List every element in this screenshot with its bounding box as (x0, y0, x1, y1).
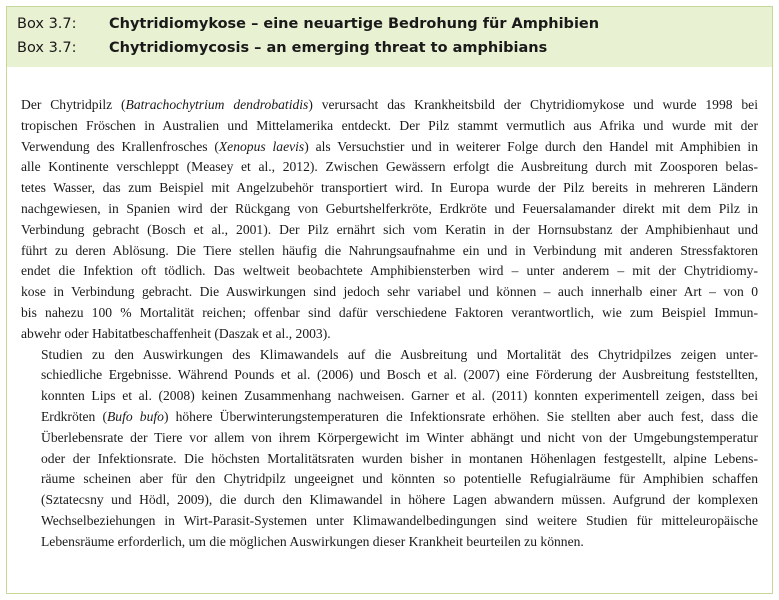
text-run: führt zu deren Ablösung. Die Tiere stellen häufig die Nahrungsaufnahme ein und in Verbindung mit anderen Stressfaktoren (21, 242, 758, 258)
text-run: Wechselbeziehungen in Wirt-Parasit-Systemen unter Klimawandelbedingungen sind weitere Studien für mitteleuropäische (41, 512, 758, 528)
text-run: schiedliche Ergebnisse. Während Pounds et al. (2006) und Bosch et al. (2007) eine Förderung der Ausbreitung feststellten, (41, 367, 758, 383)
text-run: räume scheinen aber für den Chytridpilz ungeeignet und könnten so potentielle Refugialräume für Amphibien schaffen (41, 471, 758, 487)
text-line (21, 261, 758, 282)
text-run: (Sztatecsny und Hödl, 2009), die durch den Klimawandel in höhere Lagen abwandern müssen. Aufgrund der komplexen (41, 492, 758, 508)
text-run: Verbindung gebracht (Bosch et al., 2001). Der Pilz ernährt sich vom Keratin in der Hornsubstanz der Amphibienhaut und (21, 221, 758, 237)
text-line (21, 282, 758, 303)
text-run: tetes Wasser, das zum Beispiel mit Angelzubehör transportiert wird. In Europa wurde der Pilz bereits in mehreren Ländern (21, 180, 758, 196)
text-run: bis nahezu 100 % Mortalität reichen; offenbar sind dafür verschiedene Faktoren verantwortlich, wie zum Beispiel Immun- (21, 304, 758, 320)
text-line (21, 199, 758, 220)
text-line (21, 490, 758, 511)
text-run: abwehr oder Habitatbeschaffenheit (Daszak et al., 2003). (21, 325, 331, 341)
text-line (21, 303, 758, 324)
text-line (21, 324, 758, 345)
text-run: Studien zu den Auswirkungen des Klimawandels auf die Ausbreitung und Mortalität des Chytridpilzes zeigen unter- (41, 346, 758, 362)
text-run: Überlebensrate der Tiere vor allem von ihrem Körpergewicht im Winter abhängt und nicht von der Umgebungstemperatur (41, 429, 758, 445)
title-english (17, 36, 762, 60)
species-name: Bufo bufo (107, 408, 164, 424)
text-run: ) höhere Überwinterungstemperaturen die Infektionsrate erhöhen. Sie stellten aber auch fest, dass die (163, 408, 759, 424)
text-run: ) als Versuchstier und in weiterer Folge durch den Handel mit Amphibien in (304, 138, 759, 154)
text-line (21, 365, 758, 386)
text-run: konnten Lips et al. (2008) keinen Zusammenhang nachweisen. Garner et al. (2011) konnten experimentell zeigen, dass bei (41, 388, 758, 404)
text-line (21, 428, 758, 449)
text-run: Lebensräume erforderlich, um die möglichen Auswirkungen dieser Krankheit beurteilen zu können. (41, 533, 584, 549)
box-header (7, 7, 772, 67)
text-line (21, 220, 758, 241)
species-name: Batrachochytrium dendrobatidis (125, 97, 309, 112)
text-line (21, 449, 758, 470)
species-name: Xenopus laevis (218, 138, 305, 154)
text-run: endet die Infektion oft tödlich. Das weltweit beobachtete Amphibiensterben wird – unter anderem – mit der Chytridiomy- (21, 263, 758, 279)
text-line (21, 241, 758, 262)
text-line (21, 137, 758, 158)
box-label-english: Box 3.7: (17, 40, 77, 56)
text-line (21, 532, 758, 553)
box-title-english: Chytridiomycosis – an emerging threat to amphibians (109, 40, 548, 56)
text-run: oder der Infektionsrate. Die höchsten Mortalitätsraten wurden bisher in montanen Höhenlagen festgestellt, alpine Lebens- (41, 450, 758, 466)
text-line (21, 178, 758, 199)
text-run: nachgewiesen, in Spanien wird der Rückgang von Geburtshelferkröte, Erdkröte und Feuersalamander direkt mit dem Pilz in (21, 200, 758, 216)
title-german (17, 12, 762, 36)
text-run: kose in Verbindung gebracht. Die Auswirkungen sind jedoch sehr variabel und können – auch innerhalb einer Art – von 0 (21, 284, 758, 300)
text-line (21, 345, 758, 366)
text-run: ) verursacht das Krankheitsbild der Chytridiomykose und wurde 1998 bei (308, 97, 758, 112)
text-line (21, 116, 758, 137)
box-title-german: Chytridiomykose – eine neuartige Bedrohung für Amphibien (109, 16, 600, 32)
paragraph-2 (21, 345, 758, 553)
text-run: Der Chytridpilz ( (21, 97, 126, 112)
info-box (6, 6, 773, 594)
box-body (7, 67, 772, 553)
text-line (21, 469, 758, 490)
text-run: Erdkröten ( (41, 408, 107, 424)
text-line (21, 386, 758, 407)
paragraph-1 (21, 95, 758, 345)
text-line (21, 157, 758, 178)
text-line (21, 511, 758, 532)
text-run: tropischen Fröschen in Australien und Mittelamerika entdeckt. Der Pilz stammt vermutlich aus Afrika und wurde mit der (21, 117, 758, 133)
text-run: alle Kontinente verschleppt (Measey et al., 2012). Zwischen Gewässern erfolgt die Ausbreitung durch mit Zoosporen belas- (21, 159, 758, 175)
text-line (21, 407, 758, 428)
text-run: Verwendung des Krallenfrosches ( (21, 138, 219, 154)
text-line (21, 95, 758, 116)
box-label-german: Box 3.7: (17, 16, 77, 32)
